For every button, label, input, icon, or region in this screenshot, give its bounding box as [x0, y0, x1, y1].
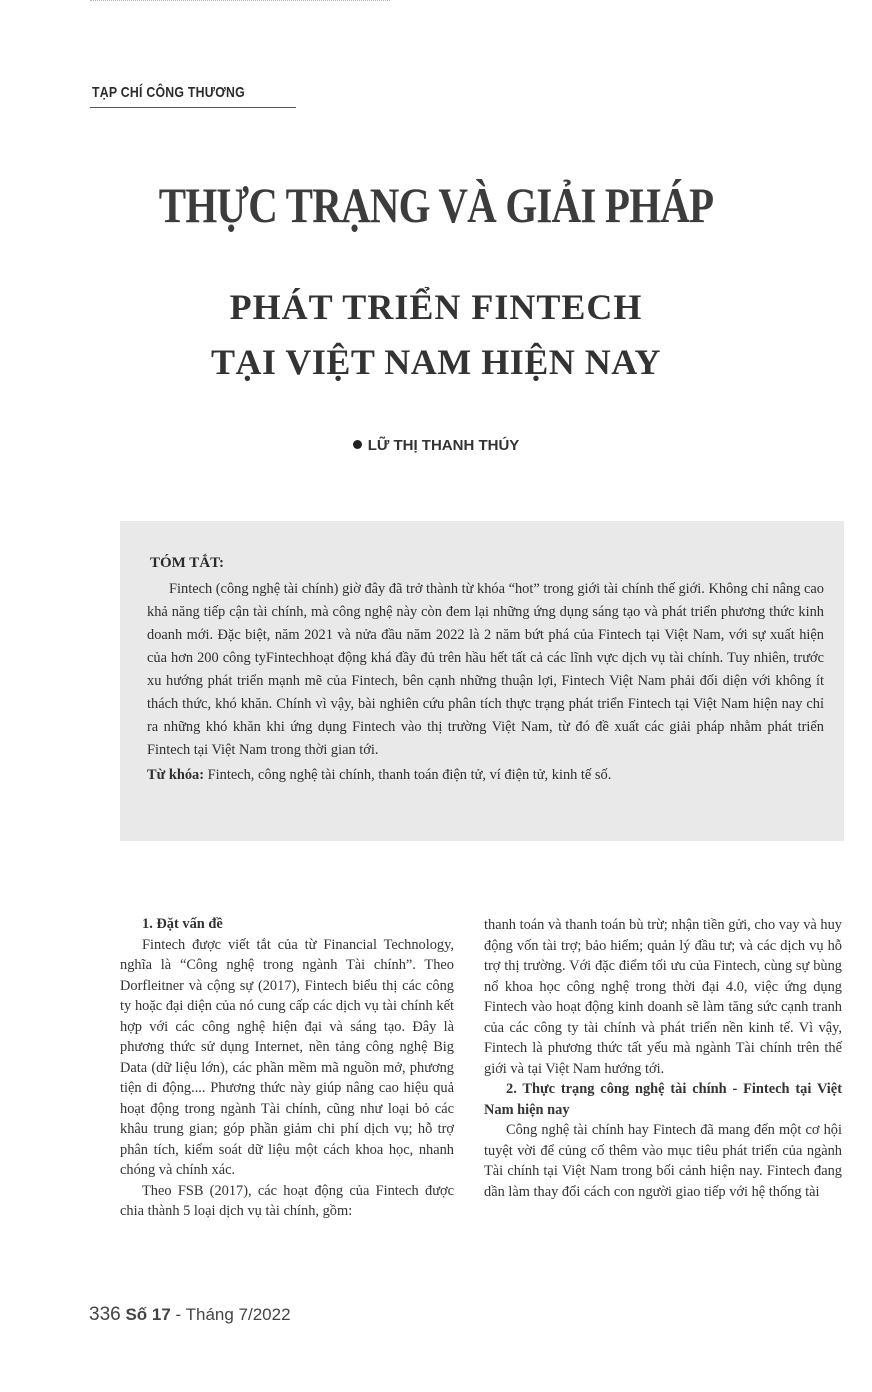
- top-dotted-rule: [90, 0, 390, 4]
- bullet-dot-icon: [353, 440, 362, 449]
- author-line: [0, 437, 872, 454]
- section-1-paragraph-2-continued: thanh toán và thanh toán bù trừ; nhận tiền gửi, cho vay và huy động vốn tài trợ; bảo hiểm; quản lý đầu tư; và các dịch vụ hỗ trợ thị trường. Với đặc điểm tối ưu của Fintech, cùng sự bùng nổ khoa học công nghệ trong thời đại 4.0, việc ứng dụng Fintech vào hoạt động kinh doanh sẽ làm tăng sức cạnh tranh của các công ty tài chính và phát triển nền kinh tế. Vì vậy, Fintech là phương thức tất yếu mà ngành Tài chính trên thế giới và tại Việt Nam hướng tới.: [484, 917, 842, 1077]
- abstract-body: Fintech (công nghệ tài chính) giờ đây đã trở thành từ khóa “hot” trong giới tài chính thế giới. Không chỉ nâng cao khả năng tiếp cận tài chính, mà công nghệ này còn đem lại những ứng dụng sáng tạo và phát triển phương thức kinh doanh mới. Đặc biệt, năm 2021 và nửa đầu năm 2022 là 2 năm bứt phá của Fintech tại Việt Nam, với sự xuất hiện của hơn 200 công tyFintechhoạt động khá đầy đủ trên hầu hết tất cả các lĩnh vực dịch vụ tài chính. Tuy nhiên, trước xu hướng phát triển mạnh mẽ của Fintech, bên cạnh những thuận lợi, Fintech Việt Nam phải đối diện với không ít thách thức, khó khăn. Chính vì vậy, bài nghiên cứu phân tích thực trạng phát triển Fintech tại Việt Nam hiện nay chỉ ra những khó khăn khi ứng dụng Fintech vào thị trường Việt Nam, từ đó đề xuất các giải pháp nhằm phát triển Fintech tại Việt Nam trong thời gian tới.: [147, 581, 824, 758]
- section-1-heading: 1. Đặt vấn đề: [142, 916, 223, 932]
- article-title-line-1: THỰC TRẠNG VÀ GIẢI PHÁP: [158, 177, 714, 233]
- abstract-heading: TÓM TẮT:: [150, 555, 225, 571]
- journal-name-underline: [90, 107, 296, 108]
- footer-separator: -: [170, 1305, 186, 1324]
- article-title-line-3: TẠI VIỆT NAM HIỆN NAY: [211, 342, 661, 382]
- body-column-right: [484, 915, 842, 1202]
- abstract-box: [120, 521, 844, 841]
- body-column-left: [120, 914, 454, 1222]
- journal-name: TẠP CHÍ CÔNG THƯƠNG: [92, 84, 245, 101]
- section-1-paragraph-1: Fintech được viết tắt của từ Financial Technology, nghĩa là “Công nghệ trong ngành Tài chính”. Theo Dorfleitner và cộng sự (2017), Fintech biểu thị các công ty hoặc đại diện của nó cung cấp các dịch vụ tài chính kết hợp với các công nghệ hiện đại và sáng tạo. Đây là phương thức sử dụng Internet, nền tảng công nghệ Big Data (dữ liệu lớn), các phần mềm mã nguồn mở, phương tiện di động.... Phương thức này giúp nâng cao hiệu quả hoạt động trong ngành Tài chính, cũng như loại bỏ các khâu trung gian; góp phần giảm chi phí dịch vụ; hỗ trợ phân tích, kiểm soát dữ liệu một cách khoa học, nhanh chóng và chính xác.: [120, 936, 454, 1178]
- section-1-paragraph-2: Theo FSB (2017), các hoạt động của Fintech được chia thành 5 loại dịch vụ tài chính, gồm:: [120, 1182, 454, 1219]
- abstract-content: [147, 555, 824, 787]
- abstract-keywords: [147, 764, 824, 787]
- issue-date: Tháng 7/2022: [185, 1305, 291, 1324]
- author-name: LỮ THỊ THANH THÚY: [367, 437, 520, 454]
- issue-number: Số 17: [125, 1305, 171, 1324]
- article-title-line-2: PHÁT TRIỂN FINTECH: [229, 287, 643, 327]
- section-2-paragraph-1: Công nghệ tài chính hay Fintech đã mang đến một cơ hội tuyệt vời để củng cố thêm vào mục tiêu phát triển của ngành Tài chính tại Việt Nam trong bối cảnh hiện nay. Fintech đang dần làm thay đổi cách con người giao tiếp với hệ thống tài: [484, 1122, 842, 1200]
- keywords-label: Từ khóa:: [147, 767, 205, 783]
- page-footer: [89, 1304, 291, 1326]
- section-2-heading: 2. Thực trạng công nghệ tài chính - Fintech tại Việt Nam hiện nay: [484, 1081, 842, 1118]
- keywords-list: Fintech, công nghệ tài chính, thanh toán điện tử, ví điện tử, kinh tế số.: [204, 767, 612, 783]
- page-number: 336: [89, 1304, 121, 1325]
